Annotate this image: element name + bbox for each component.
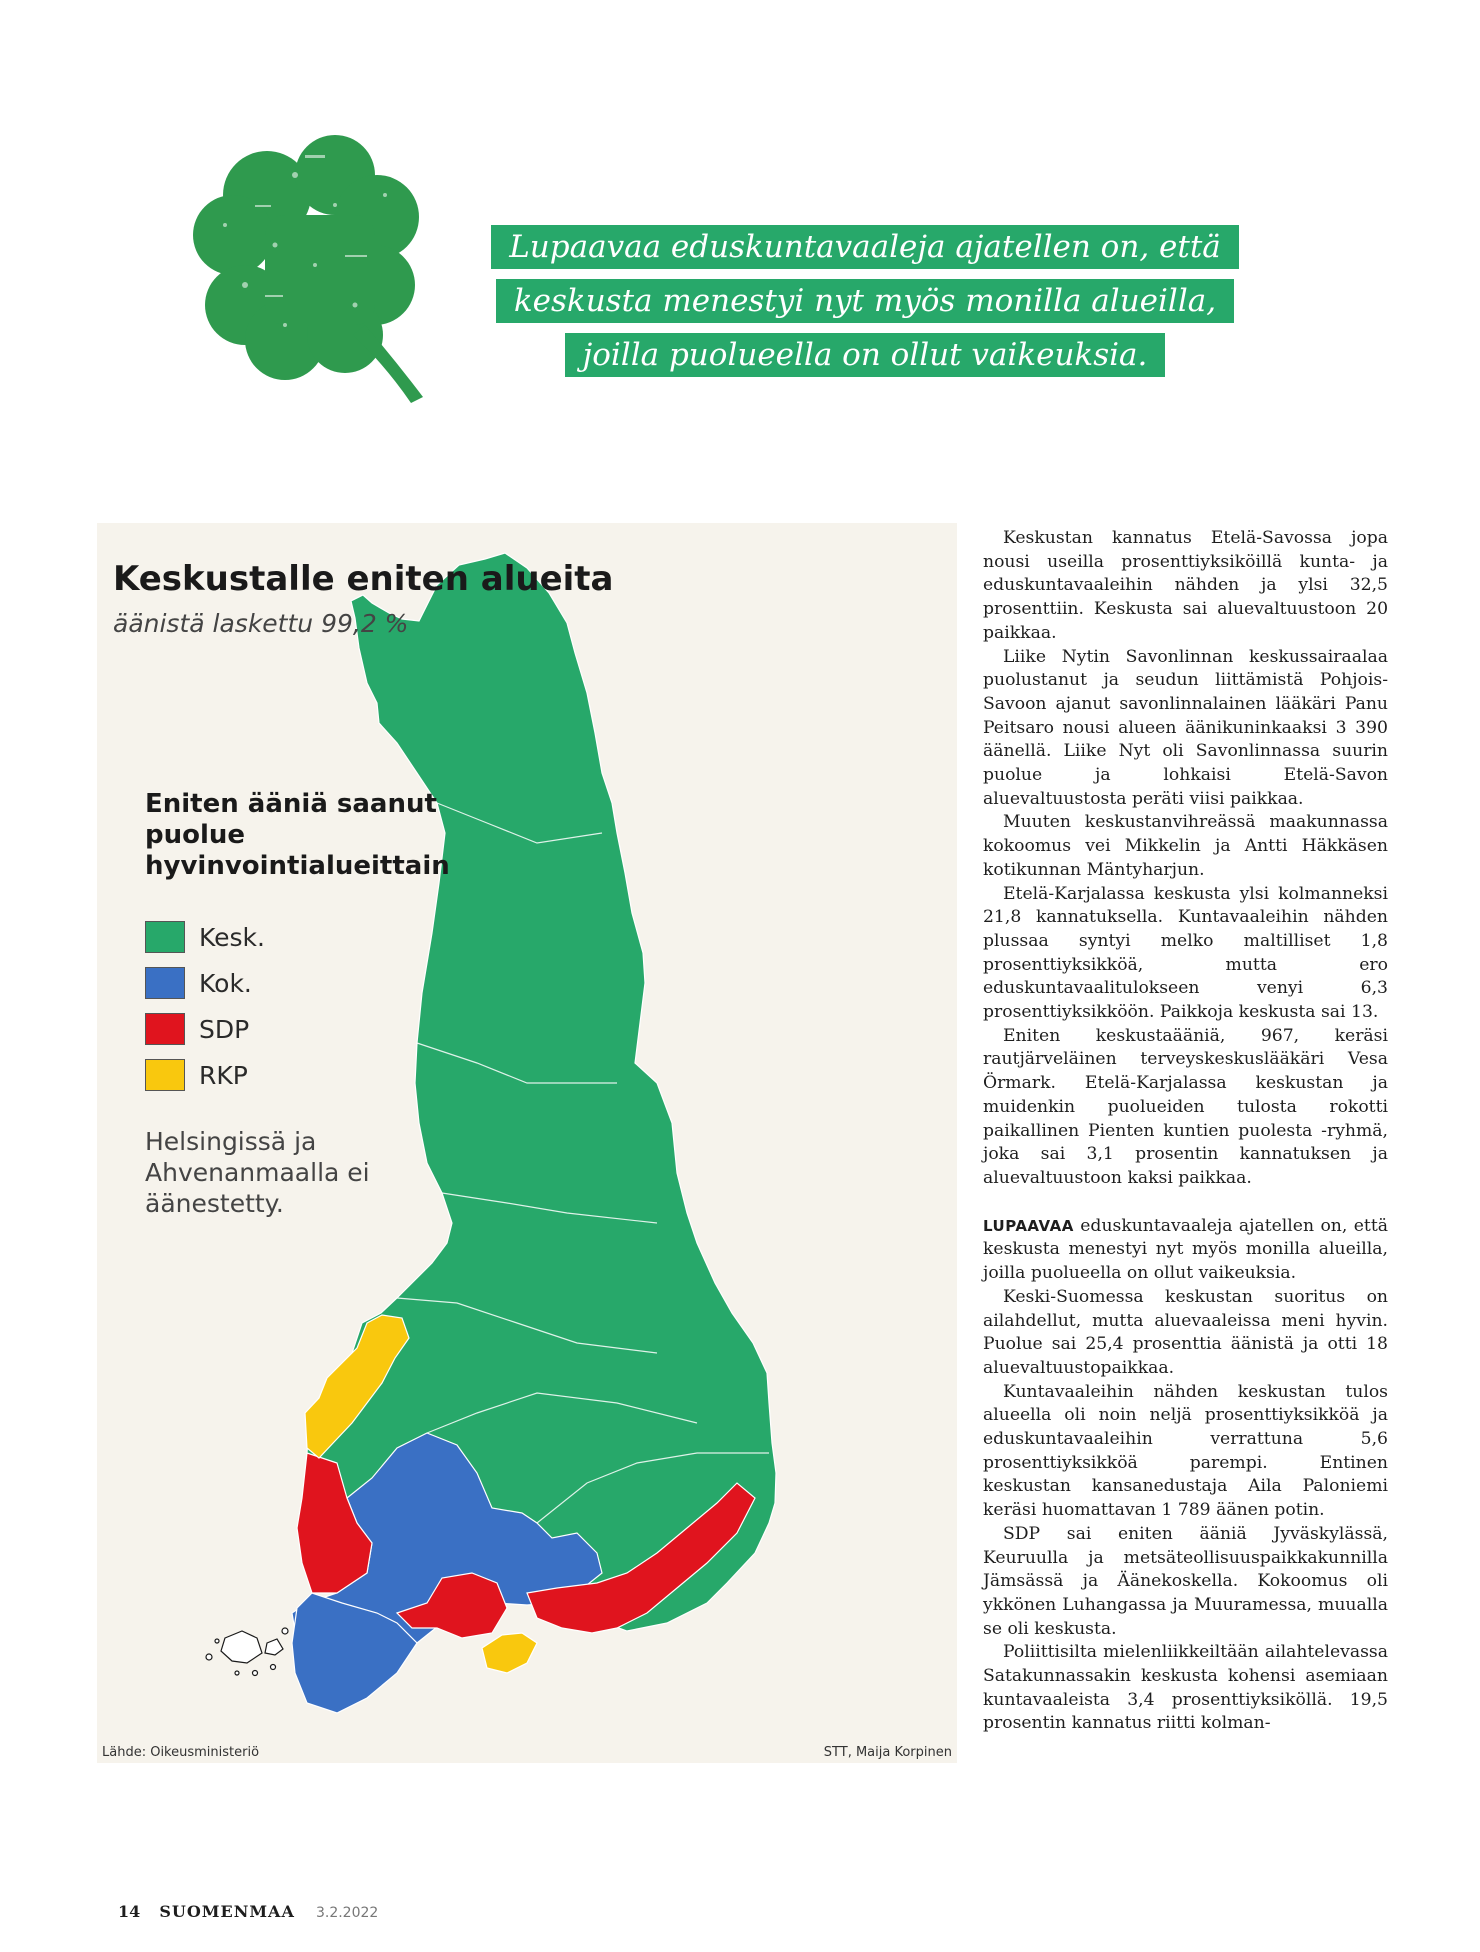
map-credit: STT, Maija Korpinen (823, 1745, 952, 1760)
legend-swatch (145, 921, 185, 953)
article-paragraph: Muuten keskustanvihreässä maakunnassa kokoomus vei Mikkelin ja Antti Häkkäsen kotikunnan Mäntyharjun. (983, 812, 1388, 880)
page-footer (118, 1902, 378, 1921)
article-paragraph: Liike Nytin Savonlinnan keskussairaalaa puolustanut ja seudun liittämistä Pohjois-Savoon ajanut savonlinnalainen lääkäri Panu Peitsaro nousi alueen äänikuninkaaksi 3 390 äänellä. Liike Nyt oli Savonlinnassa suurin puolue ja lohkaisi Etelä-Savon aluevaltuustosta peräti viisi paikkaa. (983, 646, 1388, 809)
map-title: Keskustalle eniten alueita (113, 559, 614, 599)
article-paragraph: Kuntavaaleihin nähden keskustan tulos alueella oli noin neljä prosenttiyksikköä ja eduskuntavaaleihin verrattuna 5,6 prosenttiyksikköä parempi. Entinen keskustan kansanedustaja Aila Paloniemi keräsi huomattavan 1 789 äänen potin. (983, 1381, 1388, 1521)
legend-item-sdp (145, 1006, 265, 1052)
map-legend (145, 914, 265, 1098)
issue-date: 3.2.2022 (315, 1905, 379, 1921)
pull-quote-line: Lupaavaa eduskuntavaaleja ajatellen on, että (491, 225, 1239, 269)
legend-label: SDP (199, 1014, 250, 1044)
section-lead-word: LUPAAVAA (983, 1216, 1074, 1235)
map-source: Lähde: Oikeusministeriö (102, 1745, 260, 1760)
map-subtitle: äänistä laskettu 99,2 % (113, 609, 409, 638)
legend-swatch (145, 1013, 185, 1045)
map-panel (97, 523, 957, 1763)
legend-label: Kesk. (199, 922, 265, 952)
legend-item-rkp (145, 1052, 265, 1098)
article-paragraph: Eniten keskustaääniä, 967, keräsi rautjärveläinen terveyskeskuslääkäri Vesa Örmark. Etelä-Karjalassa keskustan ja muidenkin puolueiden tulosta rokotti paikallinen Pienten kuntien puolesta -ryhmä, joka sai 3,1 prosentin kannatuksen ja aluevaltuustoon kaksi paikkaa. (983, 1025, 1388, 1188)
legend-label: Kok. (199, 968, 252, 998)
map-note: Helsingissä ja Ahvenanmaalla ei äänestetty. (145, 1127, 370, 1218)
article-paragraph: SDP sai eniten ääniä Jyväskylässä, Keuruulla ja metsäteollisuuspaikkakunnilla Jämsässä ja Äänekoskella. Kokoomus oli ykkönen Luhangassa ja Muuramessa, muualla se oli keskusta. (983, 1523, 1388, 1639)
legend-item-kok (145, 960, 265, 1006)
legend-swatch (145, 967, 185, 999)
pull-quote-line: joilla puolueella on ollut vaikeuksia. (565, 333, 1166, 377)
legend-title: Eniten ääniä saanut puolue hyvinvointialueittain (145, 789, 450, 881)
publication-name: SUOMENMAA (159, 1902, 295, 1921)
map-region-kesk (307, 553, 776, 1631)
article-paragraph: Keski-Suomessa keskustan suoritus on ailahdellut, mutta aluevaaleissa meni hyvin. Puolue sai 25,4 prosenttia äänistä ja otti 18 aluevaltuustopaikkaa. (983, 1286, 1388, 1378)
page-number: 14 (118, 1902, 141, 1921)
section-first-text: eduskuntavaaleja ajatellen on, että keskusta menestyi nyt myös monilla alueilla, joilla puolueella on ollut vaikeuksia. (983, 1215, 1388, 1284)
article-paragraph: Keskustan kannatus Etelä-Savossa jopa nousi useilla prosenttiyksiköillä kunta- ja eduskuntavaaleihin nähden ja ylsi 32,5 prosenttiin. Keskusta sai aluevaltuustoon 20 paikkaa. (983, 528, 1388, 643)
legend-swatch (145, 1059, 185, 1091)
legend-label: RKP (199, 1060, 248, 1090)
pull-quote-line: keskusta menestyi nyt myös monilla alueilla, (496, 279, 1234, 323)
pull-quote (485, 225, 1245, 387)
article-paragraph: Etelä-Karjalassa keskusta ylsi kolmanneksi 21,8 kannatuksella. Kuntavaaleihin nähden plussaa syntyi melko maltilliset 1,8 prosenttiyksikköä, mutta ero eduskuntavaalitulokseen venyi 6,3 prosenttiyksikköön. Paikkoja keskusta sai 13. (983, 883, 1388, 1023)
article-text (983, 527, 1388, 1736)
article-paragraph: Poliittisilta mielenliikkeiltään ailahtelevassa Satakunnassakin keskusta kohensi asemiaan kuntavaaleista 3,4 prosenttiyksiköllä. 19,5 prosentin kannatus riitti kolman- (983, 1642, 1388, 1734)
map-region-rkp (482, 1633, 537, 1673)
article-section-start (983, 1215, 1388, 1286)
clover-logo-icon (185, 135, 455, 405)
aland-islands (206, 1628, 288, 1676)
legend-item-kesk (145, 914, 265, 960)
